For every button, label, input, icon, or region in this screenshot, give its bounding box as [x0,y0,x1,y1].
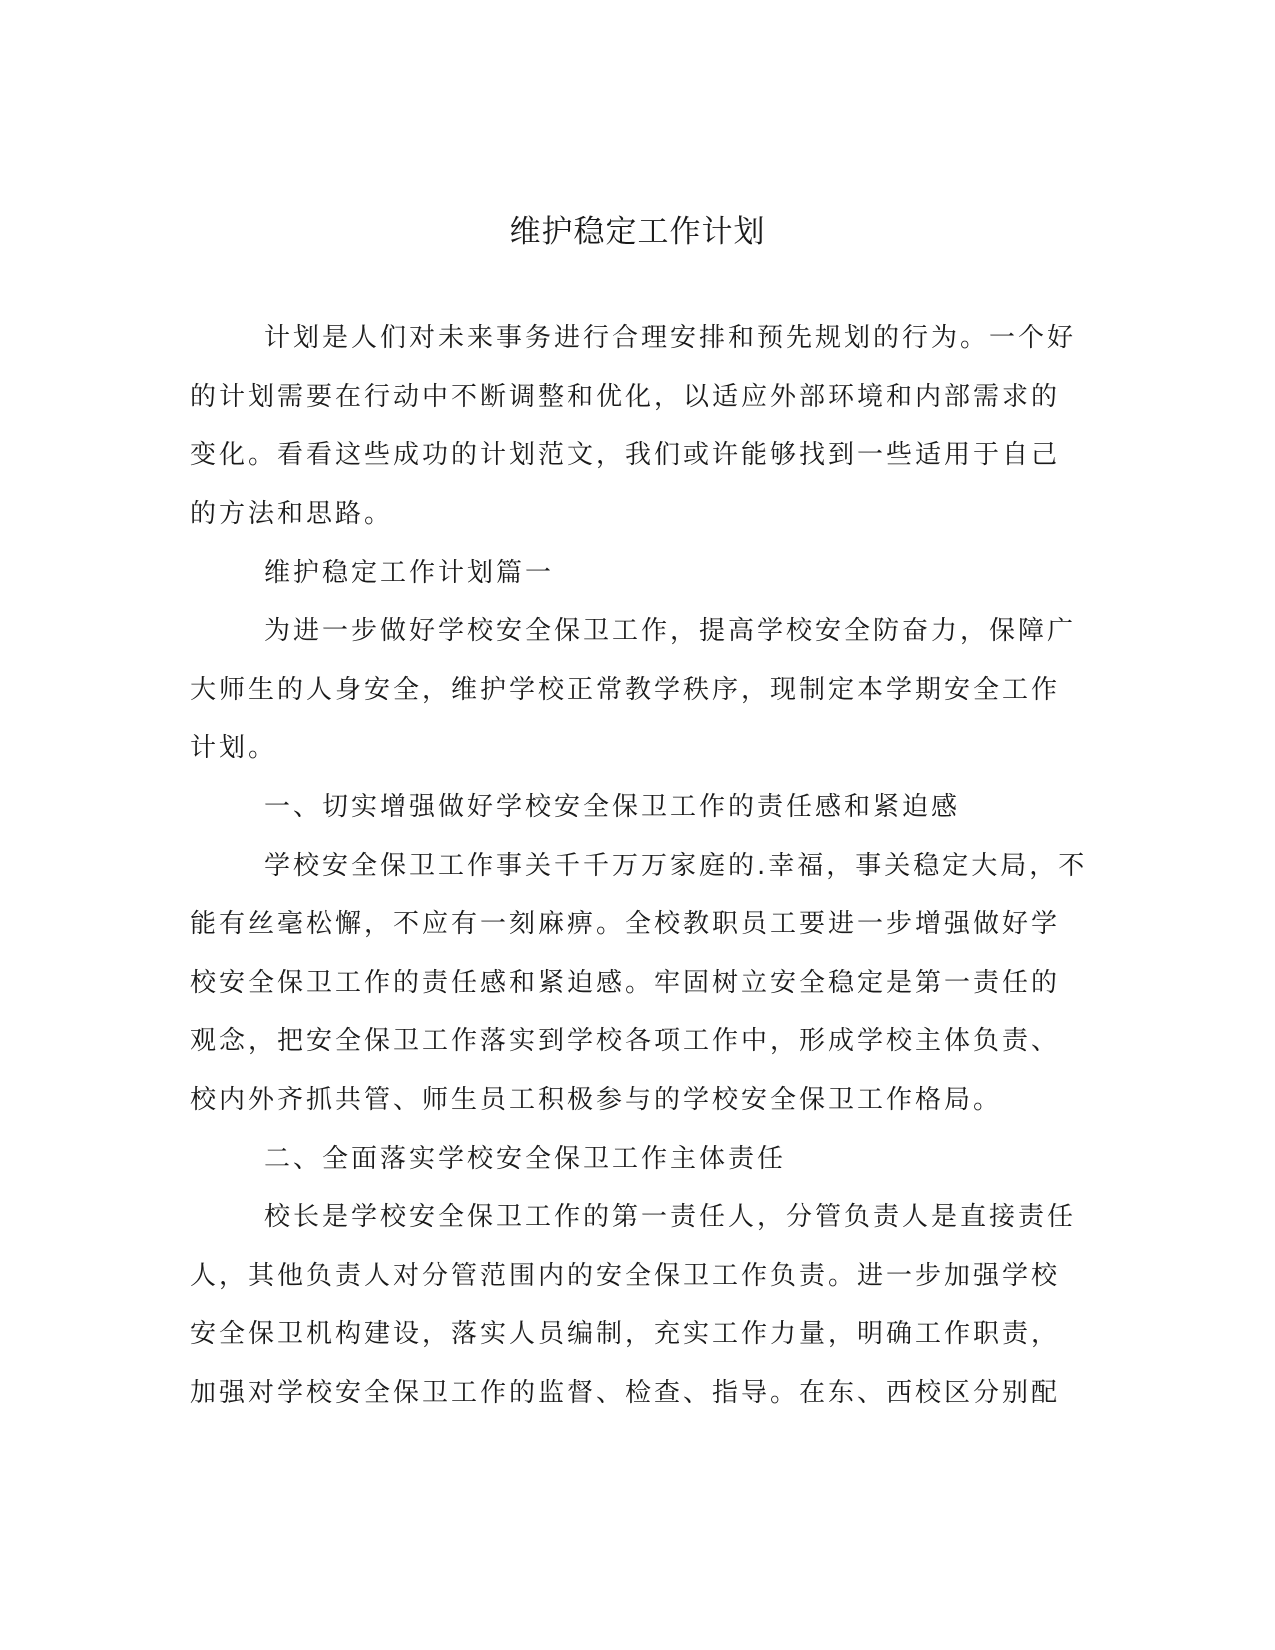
paragraph-line: 变化。看看这些成功的计划范文，我们或许能够找到一些适用于自己 [190,440,1061,470]
paragraph-line: 计划。 [190,733,278,763]
paragraph-line: 能有丝毫松懈，不应有一刻麻痹。全校教职员工要进一步增强做好学 [190,909,1061,939]
document-title: 维护稳定工作计划 [509,214,766,250]
section-heading: 二、全面落实学校安全保卫工作主体责任 [264,1144,787,1174]
paragraph-line: 的方法和思路。 [190,499,394,529]
paragraph-line: 校内外齐抓共管、师生员工积极参与的学校安全保卫工作格局。 [190,1085,1003,1115]
paragraph-line: 加强对学校安全保卫工作的监督、检查、指导。在东、西校区分别配 [190,1378,1061,1408]
paragraph-line: 校安全保卫工作的责任感和紧迫感。牢固树立安全稳定是第一责任的 [190,968,1061,998]
paragraph-line: 计划是人们对未来事务进行合理安排和预先规划的行为。一个好 [264,323,1077,353]
paragraph-line: 为进一步做好学校安全保卫工作，提高学校安全防奋力，保障广 [264,616,1077,646]
paragraph-line: 人，其他负责人对分管范围内的安全保卫工作负责。进一步加强学校 [190,1261,1061,1291]
paragraph-line: 观念，把安全保卫工作落实到学校各项工作中，形成学校主体负责、 [190,1026,1061,1056]
section-heading: 一、切实增强做好学校安全保卫工作的责任感和紧迫感 [264,792,961,822]
paragraph-line: 校长是学校安全保卫工作的第一责任人，分管负责人是直接责任 [264,1202,1077,1232]
paragraph-line: 大师生的人身安全，维护学校正常教学秩序，现制定本学期安全工作 [190,675,1061,705]
paragraph-line: 学校安全保卫工作事关千千万万家庭的.幸福，事关稳定大局，不 [264,851,1088,881]
paragraph-line: 安全保卫机构建设，落实人员编制，充实工作力量，明确工作职责， [190,1319,1061,1349]
section-heading: 维护稳定工作计划篇一 [264,558,555,588]
paragraph-line: 的计划需要在行动中不断调整和优化，以适应外部环境和内部需求的 [190,382,1061,412]
